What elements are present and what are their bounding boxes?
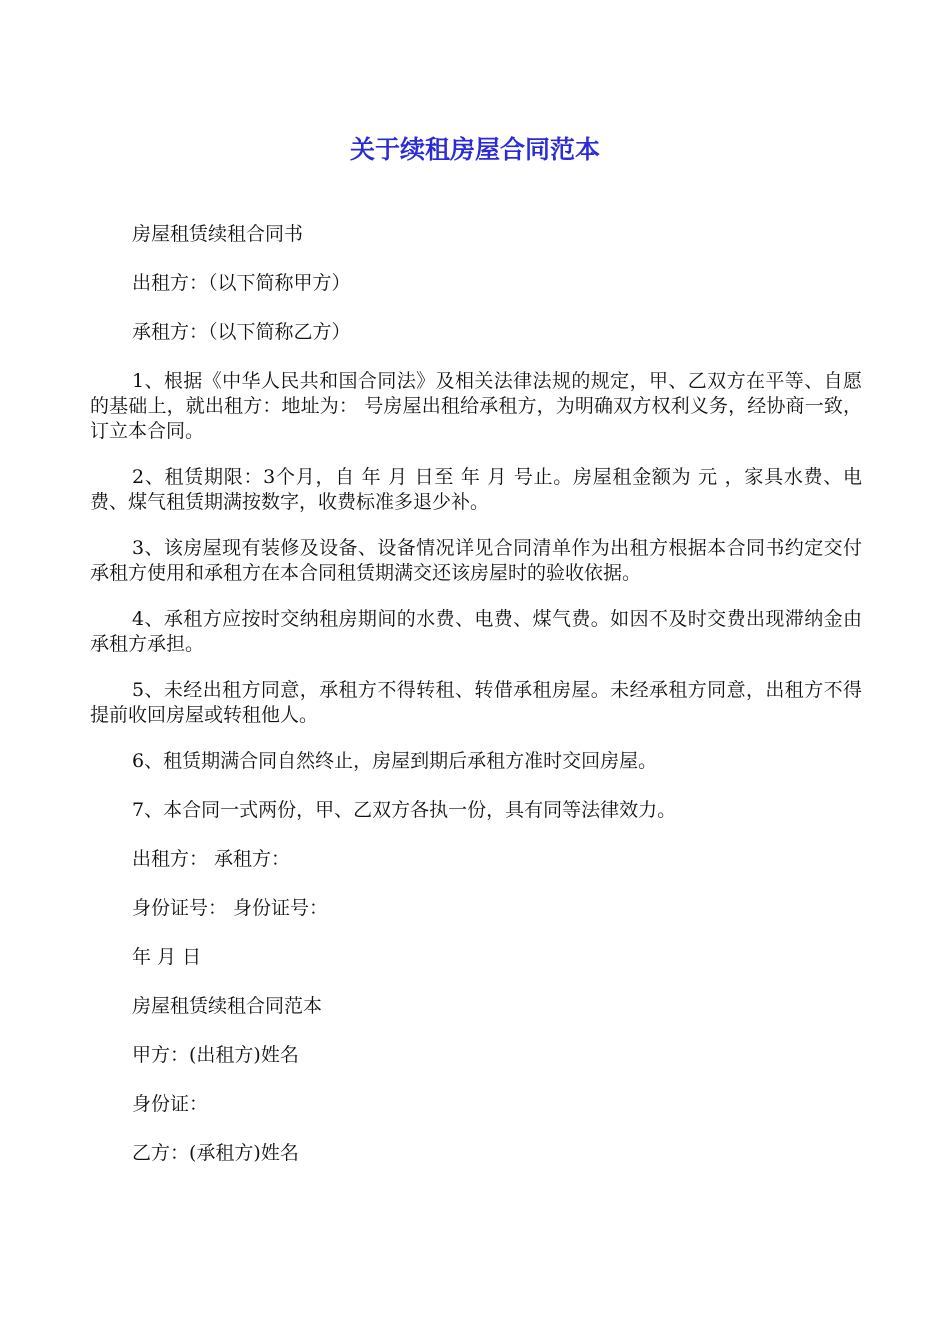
party-b-name: 乙方：(承租方)姓名 (132, 1142, 299, 1164)
clause-4: 4、承租方应按时交纳租房期间的水费、电费、煤气费。如因不及时交费出现滞纳金由承租方承担。 (90, 608, 862, 655)
clause-6: 6、租赁期满合同自然终止，房屋到期后承租方准时交回房屋。 (132, 750, 658, 772)
party-a-id: 身份证： (132, 1093, 209, 1115)
clause-2: 2、租赁期限：3个月，自 年 月 日至 年 月 号止。房屋租金额为 元 ，家具水费、电费、煤气租赁期满按数字，收费标准多退少补。 (90, 466, 862, 513)
id-number-line: 身份证号： 身份证号： (132, 897, 329, 919)
clause-3: 3、该房屋现有装修及设备、设备情况详见合同清单作为出租方根据本合同书约定交付承租方使用和承租方在本合同租赁期满交还该房屋时的验收依据。 (90, 537, 862, 584)
lessee-line: 承租方：（以下简称乙方） (132, 321, 351, 343)
second-contract-heading: 房屋租赁续租合同范本 (132, 995, 323, 1017)
date-line: 年 月 日 (132, 946, 202, 968)
clause-1: 1、根据《中华人民共和国合同法》及相关法律法规的规定，甲、乙双方在平等、自愿的基础上，就出租方：地址为： 号房屋出租给承租方，为明确双方权利义务，经协商一致，订立本合同。 (90, 370, 862, 442)
signature-parties: 出租方： 承租方： (132, 848, 291, 870)
party-a-name: 甲方：(出租方)姓名 (132, 1044, 299, 1066)
clause-5: 5、未经出租方同意，承租方不得转租、转借承租房屋。未经承租方同意，出租方不得提前收回房屋或转租他人。 (90, 679, 862, 726)
document-title: 关于续租房屋合同范本 (349, 135, 600, 164)
lessor-line: 出租方：（以下简称甲方） (132, 272, 351, 294)
contract-heading: 房屋租赁续租合同书 (132, 223, 304, 245)
document-body (90, 222, 862, 1190)
clause-7: 7、本合同一式两份，甲、乙双方各执一份，具有同等法律效力。 (132, 799, 677, 821)
